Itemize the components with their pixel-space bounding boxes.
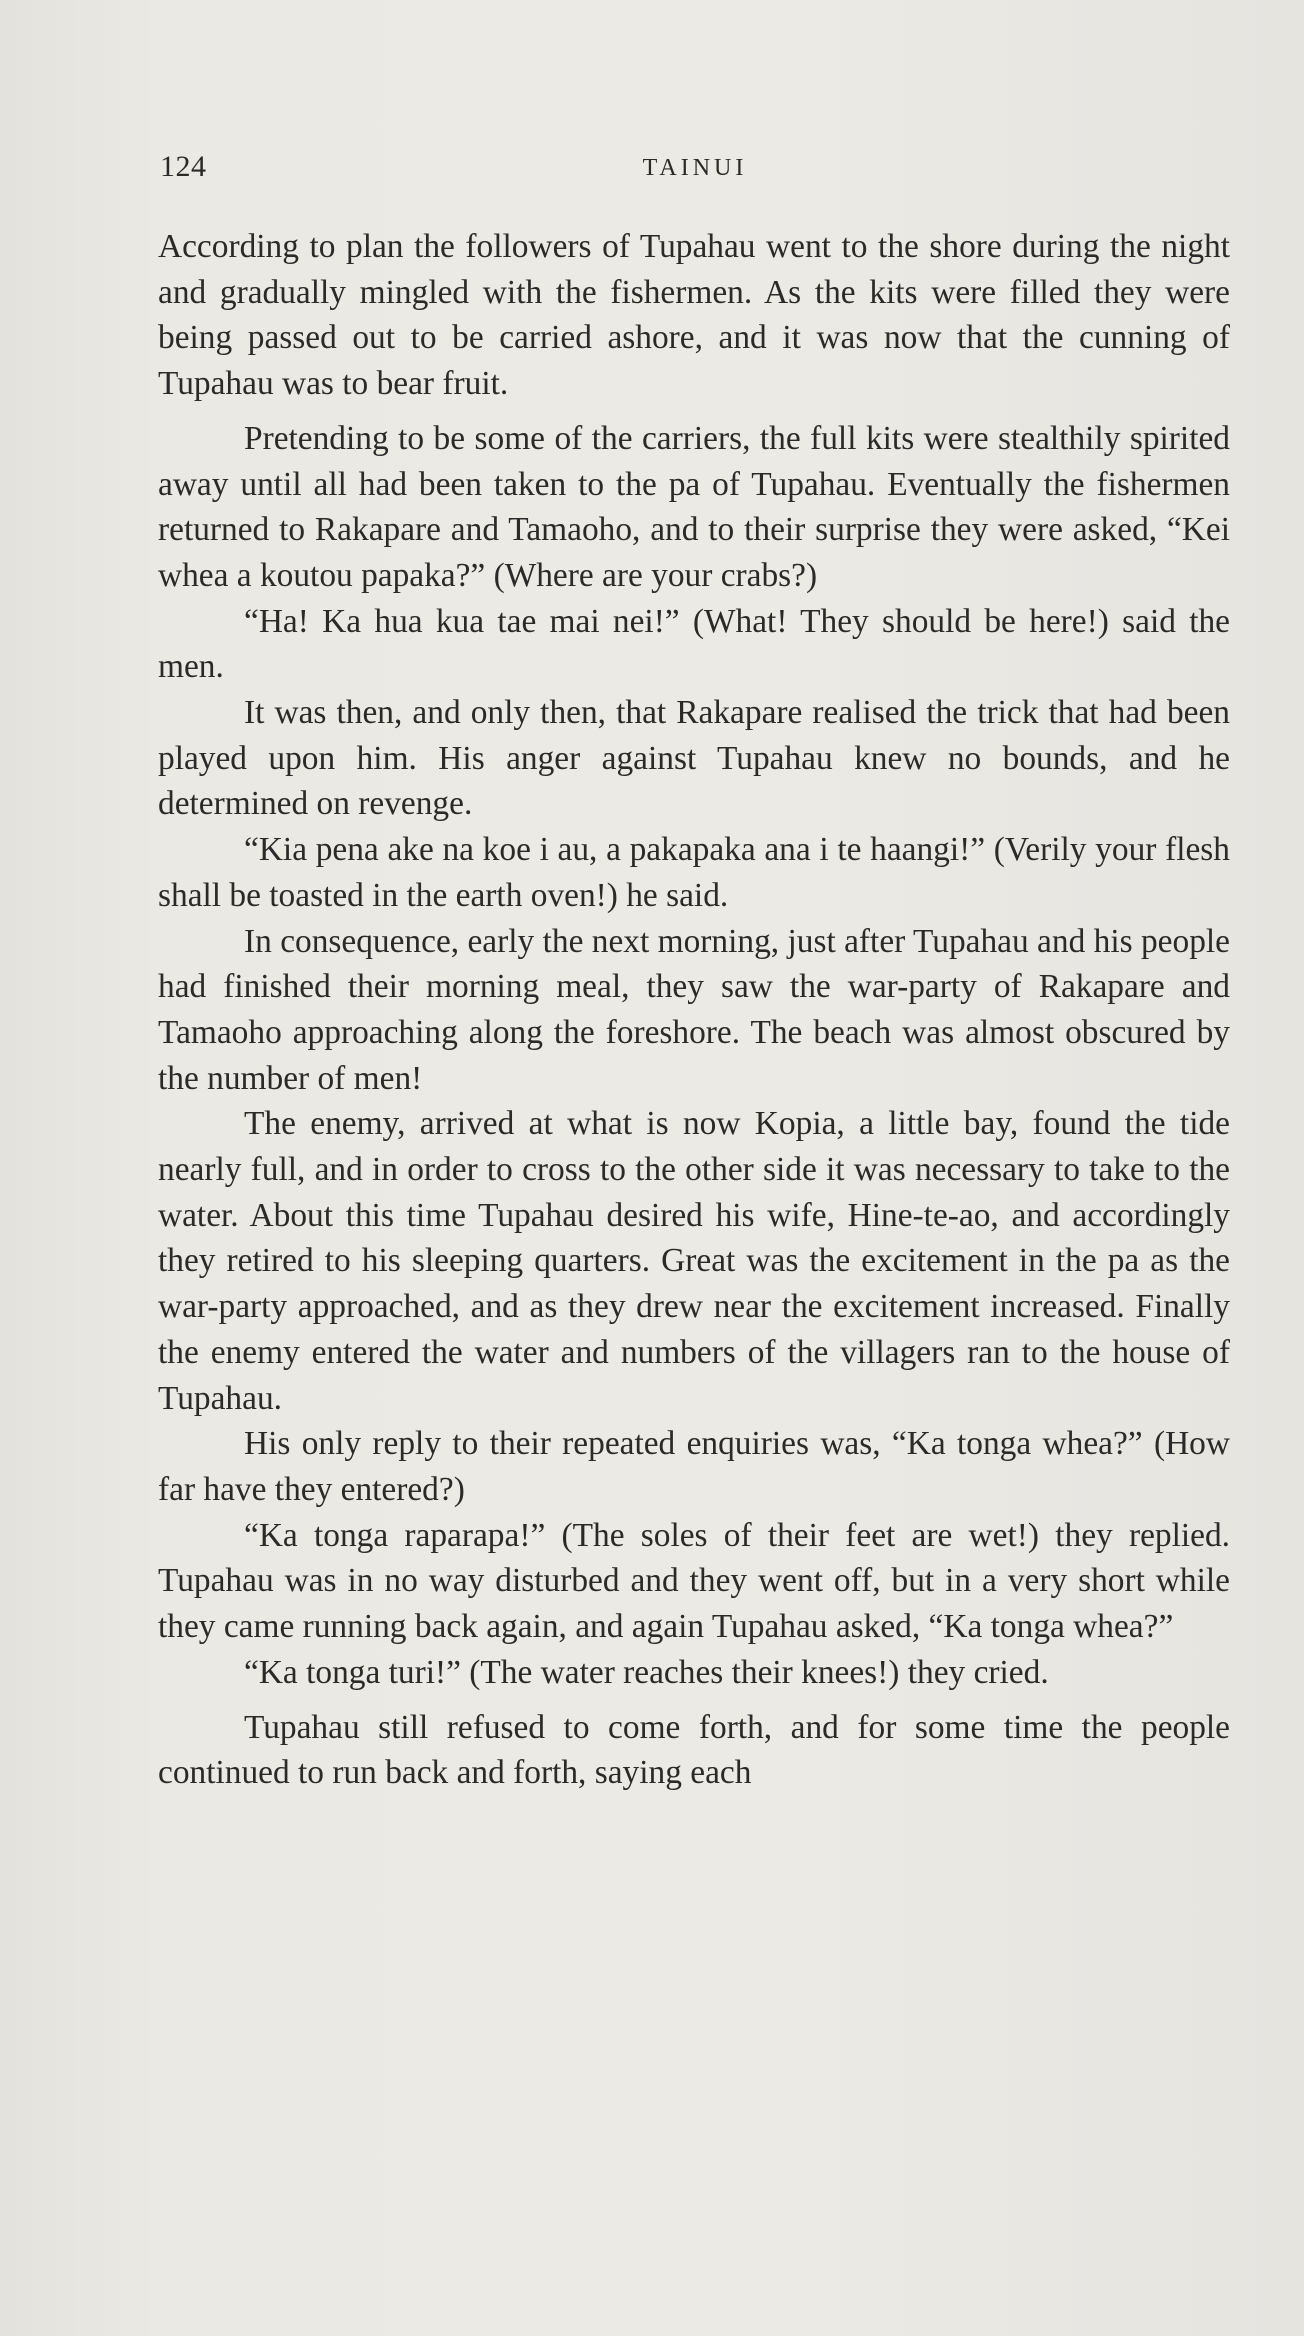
- paragraph-11: Tupahau still refused to come forth, and for some time the people continued to run back and forth, saying each: [158, 1708, 1230, 1792]
- page-number: 124: [160, 150, 207, 183]
- paragraph-4: It was then, and only then, that Rakapare realised the trick that had been played upon him. His anger against Tupahau knew no bounds, and he determined on revenge.: [158, 694, 1230, 823]
- paragraph-3: “Ha! Ka hua kua tae mai nei!” (What! They should be here!) said the men.: [158, 602, 1230, 686]
- paragraph-8: His only reply to their repeated enquiries was, “Ka tonga whea?” (How far have they entered?): [158, 1425, 1230, 1508]
- body-text: [158, 224, 1230, 1796]
- running-head: TAINUI: [642, 155, 748, 181]
- page-header: [160, 146, 1230, 188]
- paragraph-7: The enemy, arrived at what is now Kopia, a little bay, found the tide nearly full, and in order to cross to the other side it was necessary to take to the water. About this time Tupahau desired his wife, Hine-te-ao, and accordingly they retired to his sleeping quarters. Great was the excitement in the pa as the war-party approached, and as they drew near the excitement increased. Finally the enemy entered the water and numbers of the villagers ran to the house of Tupahau.: [158, 1105, 1230, 1417]
- paragraph-6: In consequence, early the next morning, just after Tupahau and his people had finished their morning meal, they saw the war-party of Rakapare and Tamaoho approaching along the foreshore. The beach was almost obscured by the number of men!: [158, 922, 1230, 1097]
- paragraph-1: According to plan the followers of Tupahau went to the shore during the night and gradually mingled with the fishermen. As the kits were filled they were being passed out to be carried ashore, and it was now that the cunning of Tupahau was to bear fruit.: [158, 228, 1230, 403]
- paragraph-2: Pretending to be some of the carriers, the full kits were stealthily spirited away until all had been taken to the pa of Tupahau. Eventually the fishermen returned to Rakapare and Tamaoho, and to their surprise they were asked, “Kei whea a koutou papaka?” (Where are your crabs?): [158, 419, 1230, 594]
- paragraph-9: “Ka tonga raparapa!” (The soles of their feet are wet!) they replied. Tupahau was in no way disturbed and they went off, but in a very short while they came running back again, and again Tupahau asked, “Ka tonga whea?”: [158, 1516, 1230, 1646]
- paragraph-5: “Kia pena ake na koe i au, a pakapaka ana i te haangi!” (Verily your flesh shall be toasted in the earth oven!) he said.: [158, 831, 1230, 914]
- paragraph-10: “Ka tonga turi!” (The water reaches their knees!) they cried.: [244, 1653, 1049, 1691]
